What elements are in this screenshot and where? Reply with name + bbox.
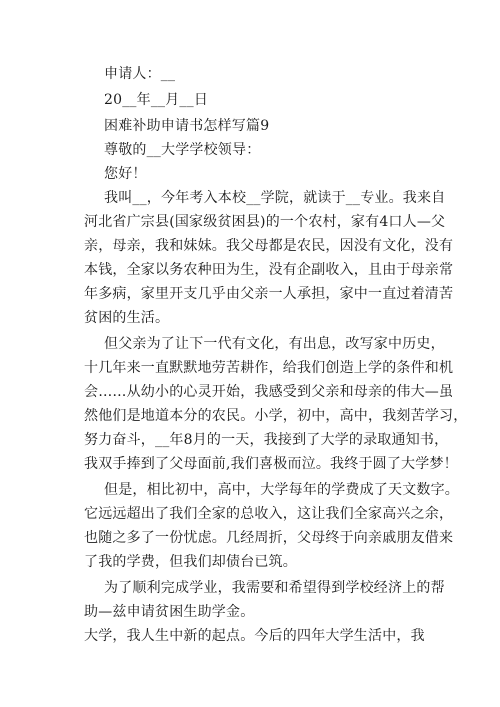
paragraph-line: 河北省广宗县(国家级贫困县)的一个农村，家有4口人—父 bbox=[84, 214, 446, 230]
paragraph-line: 努力奋斗，__年8月的一天，我接到了大学的录取通知书， bbox=[84, 432, 449, 448]
paragraph-line: 但父亲为了让下一代有文化，有出息，改写家中历史， bbox=[104, 336, 445, 352]
paragraph-line: 助—兹申请贫困生助学金。 bbox=[84, 604, 255, 620]
section-title: 困难补助申请书怎样写篇9 bbox=[104, 118, 270, 134]
paragraph-line: 大学，我人生中新的起点。今后的四年大学生活中，我 bbox=[84, 628, 425, 644]
greeting: 您好！ bbox=[104, 166, 147, 182]
paragraph-line: 我双手捧到了父母面前,我们喜极而泣。我终于圆了大学梦！ bbox=[84, 456, 458, 472]
paragraph-line: 它远远超出了我们全家的总收入，这让我们全家高兴之余， bbox=[84, 506, 454, 522]
paragraph-line: 但是，相比初中，高中，大学每年的学费成了天文数字。 bbox=[104, 482, 459, 498]
paragraph-line: 了我的学费，但我们却债台已筑。 bbox=[84, 554, 297, 570]
date-line: 20__年__月__日 bbox=[104, 92, 209, 108]
paragraph-line: 本钱，全家以务农种田为生，没有企副收入，且由于母亲常 bbox=[84, 262, 454, 278]
paragraph-line: 我叫__，今年考入本校__学院，就读于__专业。我来自 bbox=[104, 190, 446, 206]
paragraph-line: 年多病，家里开支几乎由父亲一人承担，家中一直过着清苦 bbox=[84, 286, 454, 302]
salutation: 尊敬的__大学学校领导： bbox=[104, 142, 261, 158]
paragraph-line: 为了顺利完成学业，我需要和希望得到学校经济上的帮 bbox=[104, 580, 445, 596]
paragraph-line: 也随之多了一份忧虑。几经周折，父母终于向亲戚朋友借来 bbox=[84, 530, 454, 546]
paragraph-line: 然他们是地道本分的农民。小学，初中，高中，我刻苦学习， bbox=[84, 408, 468, 424]
paragraph-line: 会……从幼小的心灵开始，我感受到父亲和母亲的伟大—虽 bbox=[84, 384, 454, 400]
applicant-line: 申请人：__ bbox=[104, 66, 176, 82]
paragraph-line: 十几年来一直默默地劳苦耕作，给我们创造上学的条件和机 bbox=[84, 360, 454, 376]
paragraph-line: 贫困的生活。 bbox=[84, 310, 170, 326]
paragraph-line: 亲，母亲，我和妹妹。我父母都是农民，因没有文化，没有 bbox=[84, 238, 454, 254]
